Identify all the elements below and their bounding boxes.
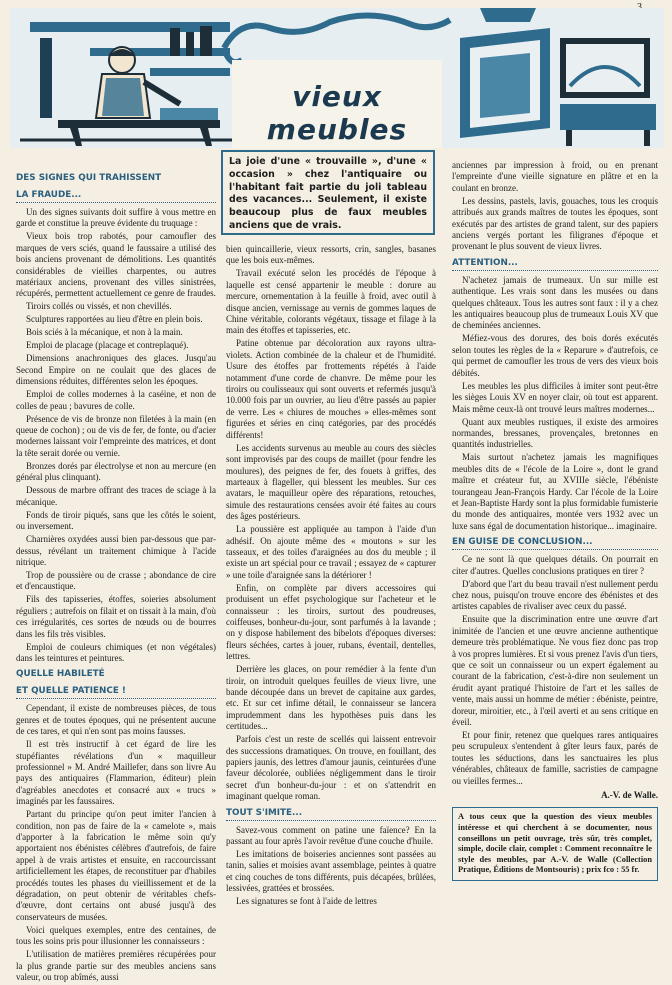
- paragraph: bien quincaillerie, vieux ressorts, crin, sangles, basanes que les bois eux-mêmes.: [226, 244, 436, 266]
- section-heading-signes: DES SIGNES QUI TRAHISSENT: [16, 173, 162, 183]
- page-title: vieux meubles: [266, 80, 408, 146]
- paragraph: Les signatures se font à l'aide de lettres: [236, 896, 377, 907]
- paragraph: Vieux bois trop rabotés, pour camoufler des marques de vers sciés, quand le faussaire a utilisé des bois anciens provenant de démolitions. Les quantités considérables de vieilles charpentes, ou autres matériaux anciens, provenant des villes sinistrées, récupérés, permettent actuellement ce genre de fraudes.: [16, 231, 216, 299]
- paragraph: Savez-vous comment on patine une faïence? En la passant au four après l'avoir revêtue d'une couche d'huile.: [226, 824, 436, 847]
- book-recommendation-note: A tous ceux que la question des vieux meubles intéresse et qui cherchent à se documenter, nous conseillons un petit ouvrage, très sûr, très complet, simple, docile clair, complet : Comment reconnaître le style des meubles, par A.-V. de Walle (Collection Pratique, Éditions de Montsouris) ; prix fco : 55 fr.: [452, 807, 658, 881]
- title-box: [232, 60, 442, 148]
- column-2: [226, 244, 436, 909]
- paragraph: Sculptures rapportées au lieu d'être en plein bois.: [26, 314, 203, 325]
- paragraph: Travail exécuté selon les procédés de l'époque à laquelle est censé appartenir le meuble : dorure au mercure, ornementation à la feuille à froid, avec outil à disque ancien, vernissage au vernis de gommes laques de Chine véritable, colorants végétaux, tissage et filage à la main des étoffes et tapisseries, etc.: [226, 268, 436, 336]
- paragraph: Bois sciés à la mécanique, et non à la main.: [26, 327, 183, 338]
- paragraph: Patine obtenue par décoloration aux rayons ultra-violets. Action combinée de la chaleur et de l'humidité. Usure des étoffes par frottements répétés à l'aide notamment d'une corde de chanvre. De même pour les tiroirs ou coulisseaux qui sont ouverts et refermés jusqu'à 10.000 fois par un ouvrier, au lieu d'être passés au papier de verre. Les « chiures de mouches » elles-mêmes sont figurées et séries en cinq catégories, par des procédés différents!: [226, 338, 436, 440]
- column-3: [452, 160, 658, 881]
- paragraph: D'abord que l'art du beau travail n'est nullement perdu chez nous, puisqu'on trouve encore des ébénistes et des artistes capables de rivaliser avec ceux du passé.: [452, 578, 658, 612]
- section-heading-attention: ATTENTION...: [452, 257, 658, 271]
- paragraph: Ce ne sont là que quelques détails. On pourrait en citer d'autres. Quelles conclusions pratiques en tirer ?: [452, 554, 658, 576]
- paragraph: Tiroirs collés ou vissés, et non chevillés.: [26, 301, 172, 312]
- paragraph: Emploi de colles modernes à la caséine, et non de colles de peau ; bavures de colle.: [16, 389, 216, 411]
- section-heading-fraude: LA FRAUDE...: [16, 189, 216, 203]
- paragraph: Fonds de tiroir piqués, sans que les côtés le soient, ou inversement.: [16, 509, 216, 532]
- paragraph: Partant du principe qu'on peut imiter l'ancien à condition, non pas de faire de la « camelote », mais d'apporter à la fabrication le même soin qu'y apportaient nos ébénistes célèbres d'autrefois, de faire appel à de vrais artistes et ensuite, en raccourcissant artificiellement les étapes, de reconstituer par d'habiles procédés toutes les phases du vieillissement et de la dégradation, on peut obtenir de véritables chefs-d'œuvre, dont certains ont abusé jusqu'à des conservateurs de musées.: [16, 809, 216, 922]
- paragraph: Trop de poussière ou de crasse ; abondance de cire et d'encaustique.: [16, 569, 216, 592]
- paragraph: Enfin, on complète par divers accessoires qui produisent un effet psychologique sur l'acheteur et le connaisseur : les tiroirs, surtout des poudreuses, coiffeuses, bonheur-du-jour, sont parfumés à la lavande ; on y dispose habilement des bibelots d'époques diverses: fleurs séchées, cartes à jouer, rubans, éventail, dentelles, lettres.: [226, 582, 436, 662]
- paragraph: Charnières oxydées aussi bien par-dessous que par-dessus, révélant un traitement chimique à l'acide nitrique.: [16, 534, 216, 567]
- section-heading-habilete: QUELLE HABILETÉ: [16, 669, 105, 680]
- paragraph: Parfois c'est un reste de scellés qui laissent entrevoir des successions dramatiques. On trouve, en fouillant, des papiers jaunis, des lettres d'amour jaunis, ceinturées d'une faveur décolorée, oubliées négligemment dans le tiroir secret d'un bonheur-du-jour : et on s'attendrit en imaginant quelque roman.: [226, 734, 436, 802]
- paragraph: Cependant, il existe de nombreuses pièces, de tous genres et de toutes époques, qui ne présentent aucune de ces tares, et qui n'en sont pas moins fausses.: [16, 703, 216, 737]
- column-1: [16, 168, 216, 985]
- paragraph: Les imitations de boiseries anciennes sont passées au tanin, salies et moisies avant assemblage, peintes à quatre et cinq couches de tons différents, puis décapées, brûlées, lessivées, grattées et brossées.: [226, 849, 436, 894]
- paragraph: Et pour finir, retenez que quelques rares antiquaires peu scrupuleux s'entendent à gîter leurs faux, parés de toutes les séductions, dans les sanctuaires les plus vénérables, châteaux de famille, sacristies de campagne ou vieilles fermes...: [452, 730, 658, 786]
- paragraph: N'achetez jamais de trumeaux. Un sur mille est authentique. Les vrais sont dans les musées ou dans quelques châteaux. Tous les autres sont faux : il y a chez les antiquaires beaucoup plus de trumeaux Louis XV que de cheminées anciennes.: [452, 274, 658, 331]
- paragraph: Emploi de placage (placage et contreplaqué).: [26, 340, 189, 351]
- paragraph: Fils des tapisseries, étoffes, soieries absolument réguliers ; autrefois on filait et on tissait à la main, d'où ces irrégularités, ces sortes de nœuds ou de bourres dans les fils très visibles.: [16, 594, 216, 639]
- paragraph: Derrière les glaces, on pour remédier à la fente d'un tiroir, on introduit quelques feuilles de vieux livre, une bande découpée dans un brevet de capitaine aux gardes, etc. Et sur cet infime détail, le connaisseur se lancera imprudemment dans les hypothèses puis dans les certitudes...: [226, 664, 436, 732]
- paragraph: Méfiez-vous des dorures, des bois dorés exécutés selon toutes les règles de la « Reparure » d'autrefois, ce qui permet de camoufler les trous de vers des vieux bois débités.: [452, 333, 658, 378]
- paragraph: Voici quelques exemples, entre des centaines, de tous les soins pris pour illusionner les connaisseurs :: [16, 924, 216, 947]
- section-heading-tout-s-imite: TOUT S'IMITE...: [226, 807, 436, 821]
- paragraph: La poussière est appliquée au tampon à l'aide d'un adhésif. On ajoute même des « moutons » sur les tasseaux, et des toiles d'araignées au dos du meuble ; il existe un art spécial pour ce travail ; essayez de « capturer » une toile d'araignée sans la détériorer !: [226, 524, 436, 580]
- section-heading-conclusion: EN GUISE DE CONCLUSION...: [452, 536, 658, 550]
- paragraph: L'utilisation de matières premières récupérées pour la plus grande partie sur des meubles anciens sans valeur, ou trop abîmés, aussi: [16, 949, 216, 983]
- paragraph: Bronzes dorés par électrolyse et non au mercure (en général plus clinquant).: [16, 460, 216, 483]
- paragraph: Dimensions anachroniques des glaces. Jusqu'au Second Empire on ne coulait que des glaces de dimensions réduites, différentes selon les époques.: [16, 353, 216, 387]
- paragraph: Emploi de couleurs chimiques (et non végétales) dans les teintures et peintures.: [16, 641, 216, 663]
- paragraph: Les dessins, pastels, lavis, gouaches, tous les croquis attribués aux grands maîtres de toutes les époques, sont exécutés par des artistes de grand talent, sur des papiers anciens vergés portant les filigranes d'époque et provenant le plus souvent de vieux livres.: [452, 195, 658, 252]
- author-signature: A.-V. de Walle.: [601, 790, 658, 801]
- paragraph: Dessous de marbre offrant des traces de sciage à la mécanique.: [16, 485, 216, 507]
- paragraph: Un des signes suivants doit suffire à vous mettre en garde et constitue la preuve évidente du truquage :: [16, 207, 216, 229]
- section-heading-patience: ET QUELLE PATIENCE !: [16, 685, 216, 699]
- paragraph: Quant aux meubles rustiques, il existe des armoires normandes, bressanes, provençales, bretonnes en quantités industrielles.: [452, 416, 658, 450]
- paragraph: Les accidents survenus au meuble au cours des siècles sont improvisés par des coups de maillet (pour fendre les moulures), des peignes de fer, des fouets à griffes, des marteaux à flageller, qui blessent les meubles. Sur ces avatars, le maquilleur opère des réparations, retouches, simule des restaurations censées avoir été faites au cours des âges postérieurs.: [226, 442, 436, 522]
- header-illustration: [10, 8, 664, 148]
- antique-shop-scene: [450, 8, 660, 148]
- paragraph: anciennes par impression à froid, ou en prenant l'empreinte d'une vieille signature en plâtre et en la coulant en bronze.: [452, 160, 658, 193]
- paragraph: Il est très instructif à cet égard de lire les stupéfiantes révélations d'un « maquilleur professionnel » M. André Maillefer, dans son livre Au pays des antiquaires (Flammarion, éditeur) plein d'agréables anecdotes et consacré aux « trucs » imaginés par les faussaires.: [16, 739, 216, 807]
- intro-box: La joie d'une « trouvaille », d'une « occasion » chez l'antiquaire ou l'habitant fait partie du joli tableau des vacances... Seulement, il existe beaucoup plus de faux meubles anciens que de vrais.: [221, 150, 435, 235]
- paragraph: Les meubles les plus difficiles à imiter sont peut-être les sièges Louis XV en noyer clair, où tout est apparent. Mais même ceux-là ont trouvé leurs maîtres modernes...: [452, 380, 658, 414]
- paragraph: Présence de vis de bronze non filetées à la main (en queue de cochon) ; ou de vis de fer, de fonte, ou d'acier modernes laissant voir l'empreinte des matrices, et dont la tête serait dorée ou vernie.: [16, 413, 216, 458]
- paragraph: Ensuite que la discrimination entre une œuvre d'art inimitée de l'ancien et une œuvre ancienne authentique demeure très problématique. Ne vous fiez donc pas trop à vos propres lumières. Et si vous prenez l'avis d'un tiers, que ce soit un connaisseur ou un expert également au courant de la fabrication, c'est-à-dire non seulement un érudit ayant pratiqué l'histoire de l'art et les salles de vente, mais aussi un homme de métier : ébéniste, peintre, doreur, miroitier, etc., à l'œil averti et au sens critique en éveil.: [452, 614, 658, 728]
- paragraph: Mais surtout n'achetez jamais les magnifiques meubles dits de « l'école de la Loire », dont le grand maître et créateur fut, au XVIIIe siècle, l'ébéniste tourangeau Jean-François Hardy. Car l'école de la Loire et Jean-Baptiste Hardy sont la plus formidable fumisterie du monde des antiquaires, montée vers 1932 avec un luxe sans égal de documentation historique... imaginaire.: [452, 452, 658, 531]
